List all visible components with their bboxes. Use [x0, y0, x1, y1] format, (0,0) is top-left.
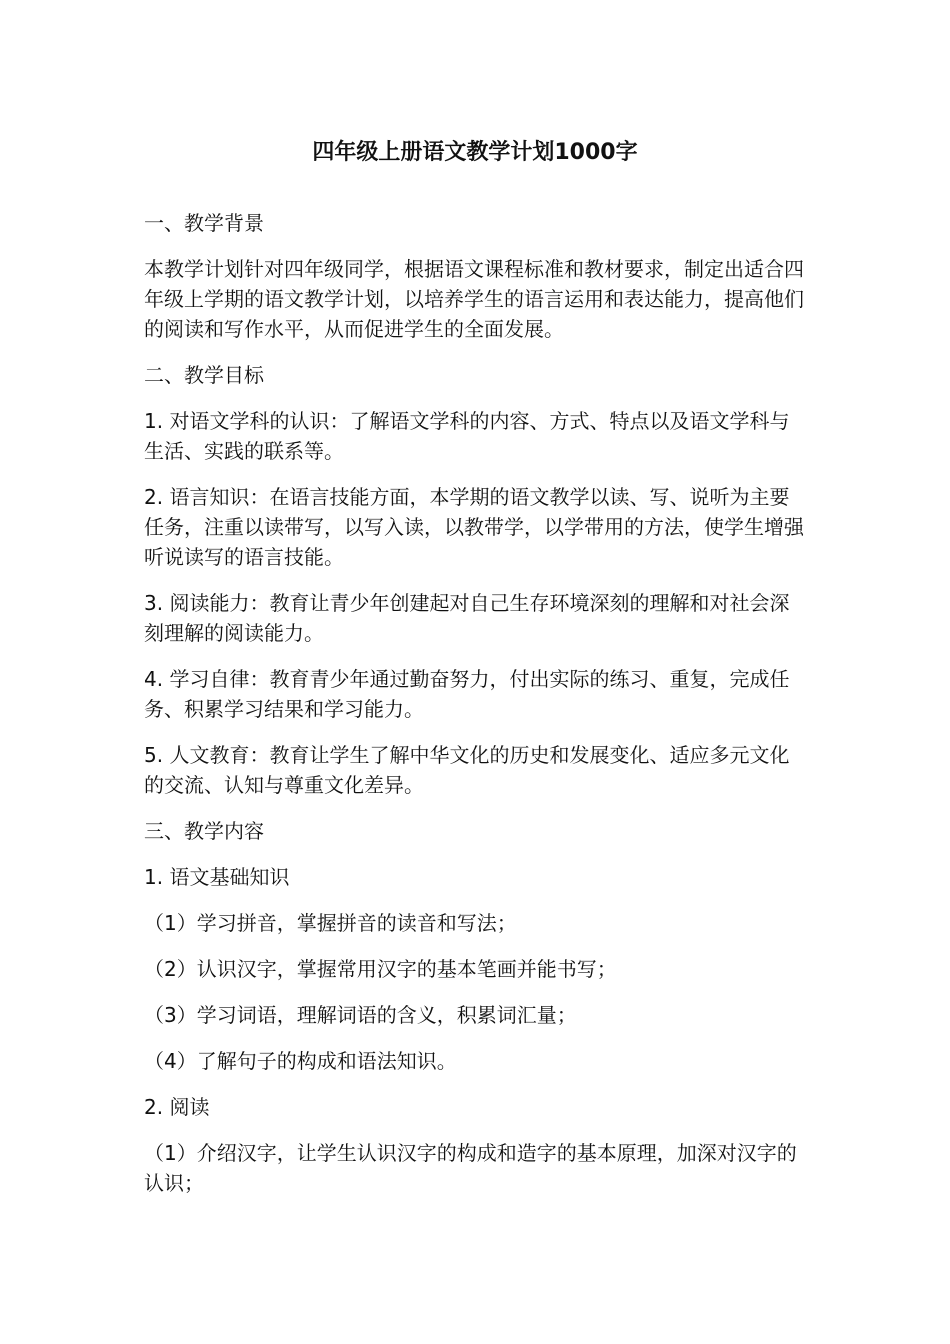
- content-subitem-2-1: （1）介绍汉字，让学生认识汉字的构成和造字的基本原理，加深对汉字的认识；: [144, 1141, 797, 1195]
- content-subitem-1-1: （1）学习拼音，掌握拼音的读音和写法；: [144, 911, 517, 935]
- goal-item-1: 1. 对语文学科的认识：了解语文学科的内容、方式、特点以及语文学科与生活、实践的联系等。: [144, 409, 790, 463]
- content-subitem-1-3: （3）学习词语，理解词语的含义，积累词汇量；: [144, 1003, 577, 1027]
- document-body: [144, 208, 808, 1214]
- content-subitem-1-2: （2）认识汉字，掌握常用汉字的基本笔画并能书写；: [144, 957, 617, 981]
- section-heading-goals: 二、教学目标: [144, 363, 264, 387]
- document-title: 四年级上册语文教学计划1000字: [312, 140, 638, 165]
- content-item-1: 1. 语文基础知识: [144, 865, 290, 889]
- section-heading-background: 一、教学背景: [144, 211, 264, 235]
- paragraph-background: 本教学计划针对四年级同学，根据语文课程标准和教材要求，制定出适合四年级上学期的语文教学计划，以培养学生的语言运用和表达能力，提高他们的阅读和写作水平，从而促进学生的全面发展。: [144, 257, 804, 341]
- content-item-2: 2. 阅读: [144, 1095, 210, 1119]
- goal-item-3: 3. 阅读能力：教育让青少年创建起对自己生存环境深刻的理解和对社会深刻理解的阅读能力。: [144, 591, 790, 645]
- goal-item-5: 5. 人文教育：教育让学生了解中华文化的历史和发展变化、适应多元文化的交流、认知与尊重文化差异。: [144, 743, 790, 797]
- content-subitem-1-4: （4）了解句子的构成和语法知识。: [144, 1049, 457, 1073]
- section-heading-content: 三、教学内容: [144, 819, 264, 843]
- goal-item-2: 2. 语言知识：在语言技能方面，本学期的语文教学以读、写、说听为主要任务，注重以读带写，以写入读，以教带学，以学带用的方法，使学生增强听说读写的语言技能。: [144, 485, 804, 569]
- goal-item-4: 4. 学习自律：教育青少年通过勤奋努力，付出实际的练习、重复，完成任务、积累学习结果和学习能力。: [144, 667, 790, 721]
